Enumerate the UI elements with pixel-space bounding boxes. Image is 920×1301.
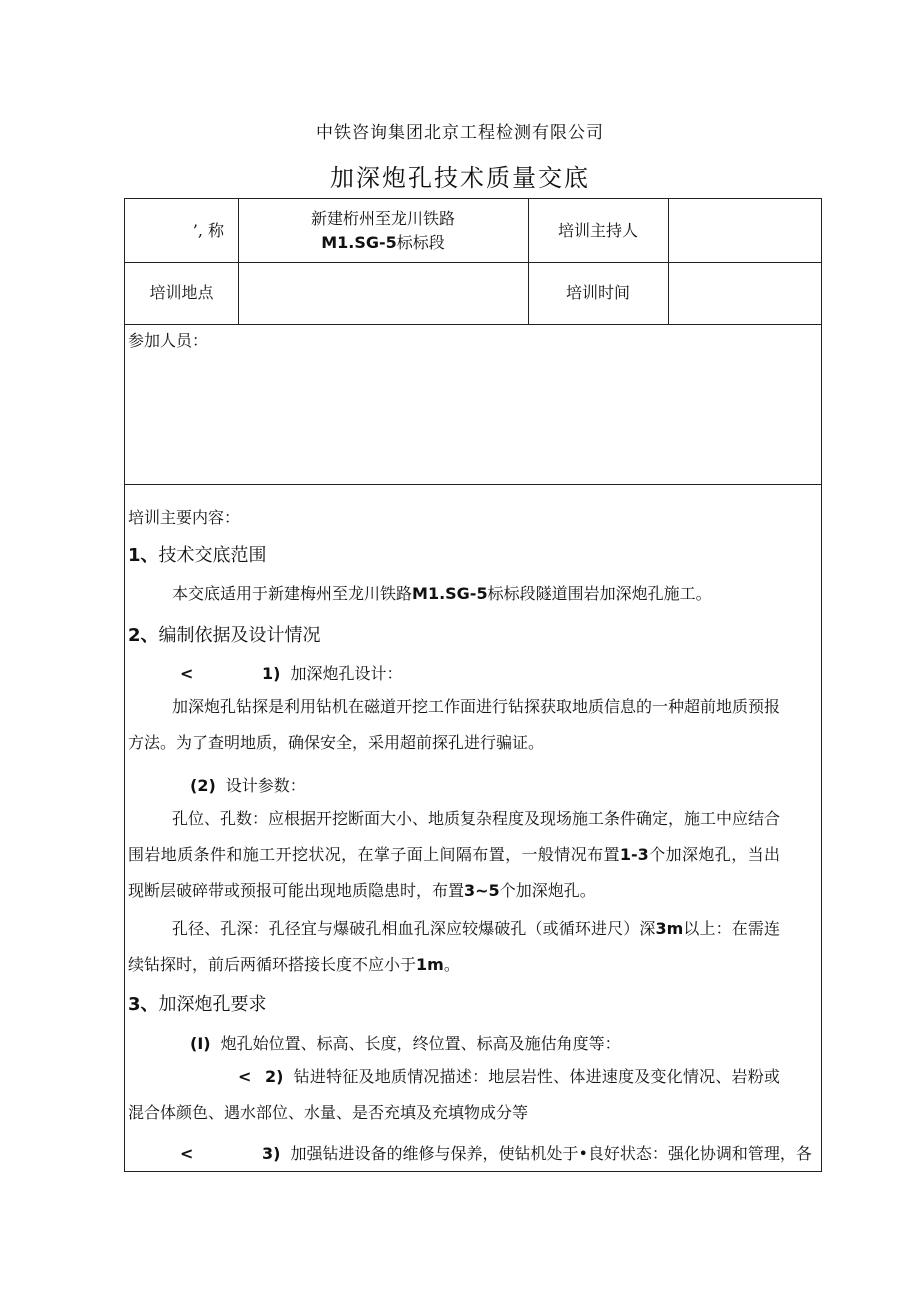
s2-p3-number-2: 1m [416, 955, 444, 974]
project-code: M1.SG-5 [321, 232, 397, 252]
s3-item-2-number: 2) [265, 1067, 284, 1086]
time-value [668, 262, 823, 324]
section-2-title: 编制依据及设计情况 [158, 625, 321, 646]
table-divider [125, 324, 821, 325]
s2-p3-number-1: 3m [655, 919, 684, 938]
training-form-table [124, 198, 822, 1172]
host-value [668, 199, 823, 262]
s3-item-2-text: 钻进特征及地质情况描述：地层岩性、体进速度及变化情况、岩粉或混合体颜色、遇水部位、水量、是否充填及充填物成分等 [128, 1067, 780, 1122]
section-3-heading [128, 990, 267, 1016]
name-label: ’, 称 [192, 220, 224, 240]
s2-p3-text-a: 孔径、孔深：孔径宜与爆破孔相血孔深应较爆破孔（或循环进尺）深 [172, 919, 656, 938]
s2-p2-text-c: 个加深炮孔。 [499, 881, 596, 900]
s2-p2-text-b: 个加深炮孔，当出现断层破碎带或预报可能出现地质隐患时，布置 [128, 845, 780, 900]
s2-p2-text-a: 孔位、孔数：应根据开挖断面大小、地质复杂程度及现场施工条件确定，施工中应结合围岩地质条件和施工开挖状况，在掌子面上间隔布置，一般情况布置 [128, 809, 781, 864]
s1-text-b: 标标段隧道围岩加深炮孔施工。 [487, 584, 712, 603]
s1-code: M1.SG-5 [412, 584, 488, 603]
s2-p2-number-2: 3~5 [464, 881, 500, 900]
s2-p3-text-b: 以上：在需连续钻探时，前后两循环搭接长度不应小于 [128, 919, 780, 974]
s3-item-2 [128, 1059, 780, 1131]
table-divider [125, 484, 821, 485]
s2-item-2 [190, 773, 306, 796]
location-value [238, 262, 528, 324]
time-label: 培训时间 [565, 283, 630, 302]
host-label: 培训主持人 [557, 220, 638, 240]
s2-paragraph-3 [128, 911, 780, 983]
document-title: 加深炮孔技术质量交底 [330, 164, 590, 192]
section-1-title: 技术交底范围 [158, 545, 267, 566]
s3-item-1-text: 炮孔始位置、标高、长度，终位置、标高及施估角度等： [220, 1034, 621, 1053]
s3-item-3 [180, 1141, 812, 1164]
s3-item-1 [190, 1031, 621, 1054]
s2-item-1-text: 加深炮孔设计： [290, 664, 403, 683]
s2-item-2-text: 设计参数： [225, 776, 306, 795]
section-1-paragraph [172, 581, 712, 604]
section-3-number: 3、 [128, 994, 159, 1015]
s2-item-1-marker: < [180, 664, 194, 683]
s2-paragraph-2 [128, 801, 780, 909]
s2-item-1 [180, 661, 402, 684]
project-name [238, 199, 528, 262]
project-line-2 [321, 231, 445, 255]
company-name: 中铁咨询集团北京工程检测有限公司 [316, 123, 604, 143]
section-2-number: 2、 [128, 625, 159, 646]
s3-item-3-number: 3) [262, 1144, 281, 1163]
participants-label: 参加人员： [128, 331, 209, 350]
section-3-title: 加深炮孔要求 [158, 994, 267, 1015]
s3-item-1-number: (I) [190, 1034, 211, 1053]
s2-item-2-number: (2) [190, 776, 216, 795]
section-2-heading [128, 621, 321, 647]
s2-p2-number-1: 1-3 [619, 845, 649, 864]
section-1-number: 1、 [128, 545, 159, 566]
project-suffix: 标标段 [396, 232, 445, 252]
s1-text-a: 本交底适用于新建梅州至龙川铁路 [172, 584, 413, 603]
s3-item-3-text: 加强钻进设备的维修与保养，使钻机处于•良好状态：强化协调和管理，各 [290, 1144, 812, 1163]
location-label: 培训地点 [149, 283, 214, 302]
main-content-label: 培训主要内容： [128, 508, 241, 527]
project-line-1: 新建桁州至龙川铁路 [310, 208, 455, 228]
s2-p3-text-c: 。 [443, 955, 460, 974]
s2-item-1-number: 1) [262, 664, 281, 683]
s2-paragraph-1: 加深炮孔钻探是利用钻机在磁道开挖工作面进行钻探获取地质信息的一种超前地质预报方法。为了查明地质，确保安全，采用超前探孔进行骗证。 [128, 697, 781, 752]
s3-item-2-marker: < [238, 1067, 252, 1086]
s3-item-3-marker: < [180, 1144, 194, 1163]
section-1-heading [128, 541, 267, 567]
